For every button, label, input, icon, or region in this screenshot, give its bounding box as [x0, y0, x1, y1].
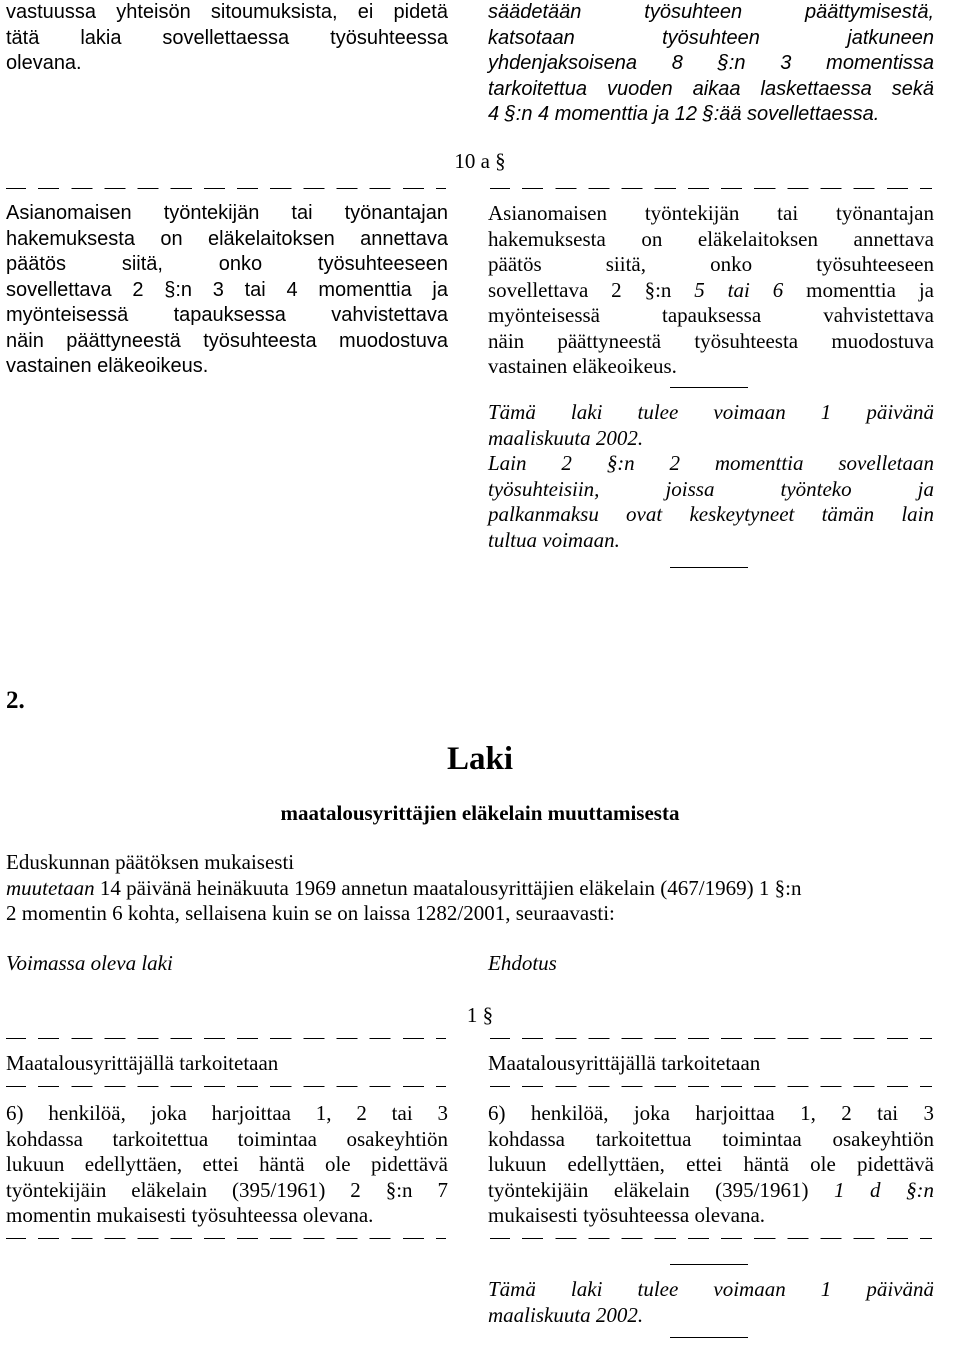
text-line: lukuun edellyttäen, ettei häntä ole pidettävä — [6, 1152, 448, 1176]
text-line: sovellettava 2 §:n 3 tai 4 momenttia ja — [6, 278, 448, 301]
left-intro: Maatalousyrittäjällä tarkoitetaan — [6, 1051, 279, 1075]
right-intro: Maatalousyrittäjällä tarkoitetaan — [488, 1051, 761, 1075]
text-line: hakemuksesta on eläkelaitoksen annettava — [488, 226, 934, 251]
text-line: 6) henkilöä, joka harjoittaa 1, 2 tai 3 — [6, 1101, 448, 1125]
entry-into-force-2 — [488, 1277, 934, 1328]
separator-line — [670, 1264, 748, 1265]
text-line: työsuhteisiin, joissa työnteko ja — [488, 476, 934, 501]
preamble-text: 14 päivänä heinäkuuta 1969 annetun maatalousyrittäjien eläkelain (467/1969) 1 §:n — [94, 875, 802, 900]
law-title: Laki — [446, 741, 514, 777]
text-line: vastainen eläkeoikeus. — [6, 355, 209, 377]
omission-dashes-left — [6, 1238, 446, 1239]
text-line: myönteisessä tapauksessa vahvistettava — [6, 304, 448, 326]
text-line: palkanmaksu ovat keskeytyneet tämän lain — [488, 502, 934, 526]
text-line: säädetään työsuhteen päättymisestä, — [488, 1, 934, 23]
text-line: maaliskuuta 2002. — [488, 425, 644, 450]
law-number: 2. — [6, 687, 25, 714]
text-line: Asianomaisen työntekijän tai työnantajan — [488, 201, 934, 225]
preamble-italic: muutetaan — [6, 875, 95, 900]
text-line: lukuun edellyttäen, ettei häntä ole pidettävä — [488, 1152, 934, 1176]
omission-dashes-right — [490, 1086, 932, 1087]
omission-dashes-right — [490, 1038, 932, 1039]
omission-dashes-left — [6, 1038, 446, 1039]
top-left-paragraph — [6, 0, 448, 77]
text-line: tätä lakia sovellettaessa työsuhteessa — [6, 26, 448, 49]
text-line: 6) henkilöä, joka harjoittaa 1, 2 tai 3 — [488, 1101, 934, 1125]
text-line: mukaisesti työsuhteessa olevana. — [488, 1203, 766, 1227]
law-preamble — [6, 850, 956, 927]
section-heading-1: 1 § — [466, 1003, 494, 1027]
text-line: hakemuksesta on eläkelaitoksen annettava — [6, 227, 448, 250]
omission-dashes-left — [6, 188, 446, 189]
column-header-current: Voimassa oleva laki — [6, 951, 173, 975]
law2-left-paragraph — [6, 1101, 448, 1229]
text-line: näin päättyneestä työsuhteesta muodostuva — [488, 328, 934, 353]
law2-right-paragraph — [488, 1101, 934, 1229]
separator-line — [670, 567, 748, 568]
section-heading-10a: 10 a § — [454, 149, 506, 173]
column-header-proposal: Ehdotus — [488, 951, 557, 975]
omission-dashes-right — [490, 1238, 932, 1239]
text-line: kohdassa tarkoitettua toimintaa osakeyhtiön — [488, 1126, 934, 1151]
entry-into-force-1 — [488, 400, 934, 553]
preamble-line: 2 momentin 6 kohta, sellaisena kuin se on laissa 1282/2001, seuraavasti: — [6, 901, 615, 925]
text-line: momentin mukaisesti työsuhteessa olevana. — [6, 1203, 374, 1227]
section-10a-right-paragraph — [488, 201, 934, 380]
text-line: vastuussa yhteisön sitoumuksista, ei pidetä — [6, 1, 448, 23]
omission-dashes-left — [6, 1086, 446, 1087]
text-line: tultua voimaan. — [488, 527, 620, 552]
text-line: Tämä laki tulee voimaan 1 päivänä — [488, 400, 934, 424]
top-right-paragraph — [488, 0, 934, 128]
text-line-with-italic: sovellettava 2 §:n 5 tai 6 momenttia ja — [488, 277, 934, 302]
text-line: olevana. — [6, 52, 82, 74]
text-line: myönteisessä tapauksessa vahvistettava — [488, 303, 934, 327]
text-line: yhdenjaksoisena 8 §:n 3 momentissa — [488, 52, 934, 74]
italic-change: 1 d §:n — [833, 1177, 934, 1202]
text-line: päätös siitä, onko työsuhteeseen — [488, 252, 934, 276]
text-line: maaliskuuta 2002. — [488, 1302, 644, 1327]
separator-line — [670, 387, 748, 388]
text-line: 4 §:n 4 momenttia ja 12 §:ää sovellettaessa. — [488, 103, 880, 125]
text-line: Tämä laki tulee voimaan 1 päivänä — [488, 1277, 934, 1301]
law-subtitle: maatalousyrittäjien eläkelain muuttamisesta — [280, 801, 680, 825]
text-line: katsotaan työsuhteen jatkuneen — [488, 26, 934, 49]
italic-change: 5 tai 6 — [694, 277, 784, 302]
omission-dashes-right — [490, 188, 932, 189]
section-10a-left-paragraph — [6, 201, 448, 380]
text-line: päätös siitä, onko työsuhteeseen — [6, 253, 448, 275]
preamble-line: Eduskunnan päätöksen mukaisesti — [6, 850, 295, 874]
text-line: näin päättyneestä työsuhteesta muodostuva — [6, 329, 448, 352]
separator-line — [670, 1337, 748, 1338]
text-line: kohdassa tarkoitettua toimintaa osakeyhtiön — [6, 1126, 448, 1151]
text-line: Lain 2 §:n 2 momenttia sovelletaan — [488, 451, 934, 475]
text-line: työntekijäin eläkelain (395/1961) 2 §:n 7 — [6, 1177, 448, 1202]
text-line: tarkoitettua vuoden aikaa laskettaessa sekä — [488, 77, 934, 100]
preamble-line — [6, 876, 956, 902]
text-line-with-italic: työntekijäin eläkelain (395/1961) 1 d §:n — [488, 1177, 934, 1202]
text-line: vastainen eläkeoikeus. — [488, 354, 677, 378]
text-line: Asianomaisen työntekijän tai työnantajan — [6, 202, 448, 224]
